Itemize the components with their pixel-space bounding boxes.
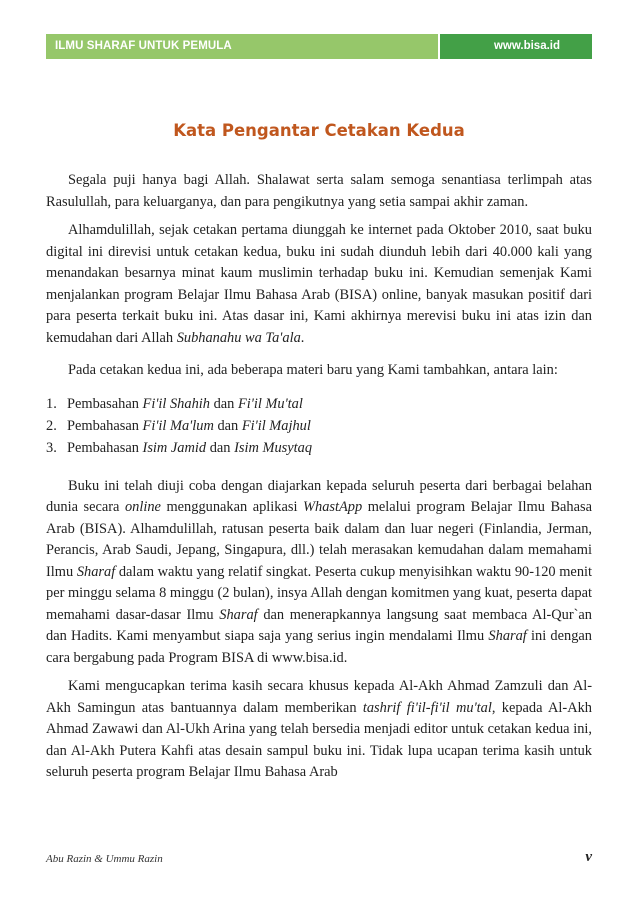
page-number: v bbox=[585, 849, 592, 865]
paragraph-1: Segala puji hanya bagi Allah. Shalawat serta salam semoga senantiasa terlimpah atas Rasulullah, para keluarganya, dan para pengikutnya yang setia sampai akhir zaman. bbox=[46, 172, 592, 210]
footer-authors: Abu Razin & Ummu Razin bbox=[46, 853, 163, 865]
paragraph-5: Kami mengucapkan terima kasih secara khusus kepada Al-Akh Ahmad Zamzuli dan Al-Akh Samingun atas bantuannya dalam memberikan tashrif fi'il-fi'il mu'tal, kepada Al-Akh Ahmad Zawawi dan Al-Ukh Arina yang telah bersedia menjadi editor untuk cetakan kedua ini, dan Al-Akh Putera Kahfi atas desain sampul buku ini. Tidak lupa ucapan terima kasih untuk seluruh peserta program Belajar Ilmu Bahasa Arab bbox=[46, 678, 592, 780]
page-title: Kata Pengantar Cetakan Kedua bbox=[173, 121, 465, 140]
list-item: 1. Pembasahan Fi'il Shahih dan Fi'il Mu'tal bbox=[46, 395, 303, 412]
paragraph-2: Alhamdulillah, sejak cetakan pertama diunggah ke internet pada Oktober 2010, saat buku digital ini direvisi untuk cetakan kedua, buku ini sudah diunduh lebih dari 40.000 kali yang menandakan besarnya minat kaum muslimin terhadap buku ini. Kemudian semenjak Kami menjalankan program Belajar Ilmu Bahasa Arab (BISA) online, banyak masukan positif dari para peserta terkait buku ini. Atas dasar ini, Kami akhirnya merevisi buku ini atas izin dan kemudahan dari Allah Subhanahu wa Ta'ala. bbox=[46, 222, 592, 346]
list-item: 2. Pembahasan Fi'il Ma'lum dan Fi'il Majhul bbox=[46, 417, 311, 434]
paragraph-3: Pada cetakan kedua ini, ada beberapa materi baru yang Kami tambahkan, antara lain: bbox=[68, 362, 558, 378]
running-header bbox=[46, 34, 592, 59]
header-website: www.bisa.id bbox=[440, 34, 592, 59]
paragraph-4: Buku ini telah diuji coba dengan diajarkan kepada seluruh peserta dari berbagai belahan dunia secara online menggunakan aplikasi WhastApp melalui program Belajar Ilmu Bahasa Arab (BISA). Alhamdulillah, ratusan peserta baik dalam dan luar negeri (Finlandia, Jerman, Perancis, Arab Saudi, Jepang, Singapura, dll.) telah merasakan kemudahan dalam memahami Ilmu Sharaf dalam waktu yang relatif singkat. Peserta cukup menyisihkan waktu 90-120 menit per minggu selama 8 minggu (2 bulan), insya Allah dengan komitmen yang kuat, peserta dapat memahami dasar-dasar Ilmu Sharaf dan menerapkannya langsung saat membaca Al-Qur`an dan Hadits. Kami menyambut siapa saja yang serius ingin mendalami Ilmu Sharaf ini dengan cara bergabung pada Program BISA di www.bisa.id. bbox=[46, 477, 593, 666]
header-book-title: ILMU SHARAF UNTUK PEMULA bbox=[46, 34, 438, 59]
list-item: 3. Pembahasan Isim Jamid dan Isim Musytaq bbox=[46, 439, 313, 456]
body-text bbox=[46, 170, 592, 791]
new-material-list bbox=[46, 393, 592, 459]
